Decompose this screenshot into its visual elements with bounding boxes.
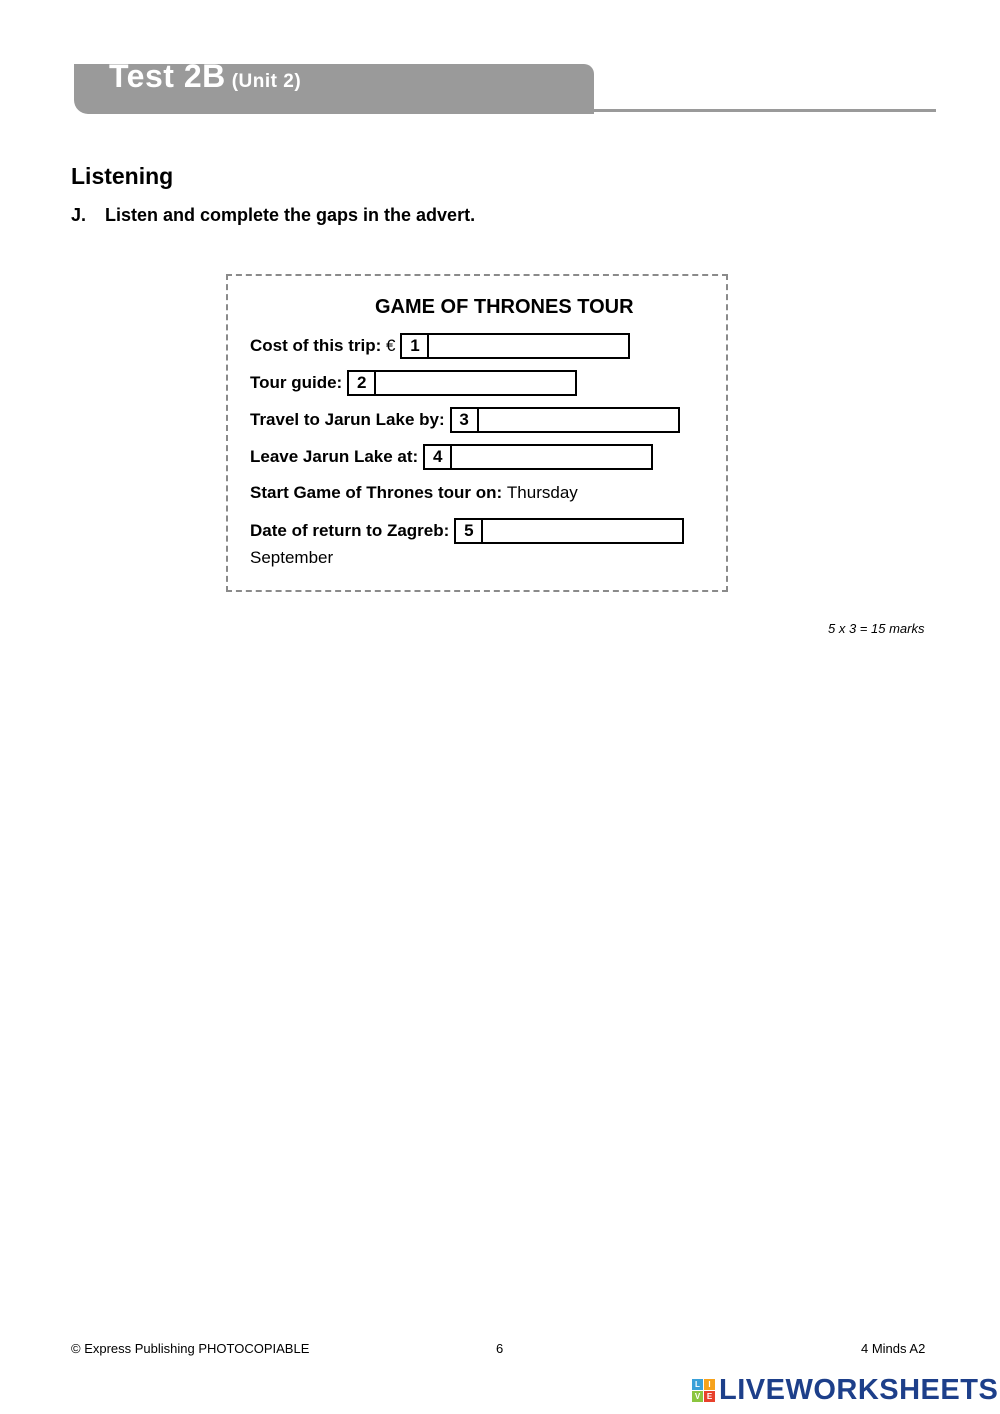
gap-input-3[interactable] — [450, 407, 680, 433]
logo-tile: L — [692, 1379, 703, 1390]
section-title: Listening — [71, 163, 174, 189]
advert-row-leave — [250, 444, 653, 470]
row-label: Leave Jarun Lake at: — [250, 447, 419, 466]
row-value: Thursday — [506, 483, 578, 502]
gap-number: 2 — [349, 372, 376, 394]
footer-page-number: 6 — [496, 1341, 504, 1356]
row-label: Date of return to Zagreb: — [250, 521, 450, 540]
gap-input-1[interactable] — [400, 333, 630, 359]
gap-number: 1 — [402, 335, 429, 357]
instruction-letter: J. — [71, 205, 87, 225]
row-label: Tour guide: — [250, 373, 343, 392]
advert-row-guide — [250, 370, 577, 396]
advert-row-cost — [250, 333, 630, 359]
logo-text: LIVEWORKSHEETS — [719, 1374, 999, 1406]
return-month: September — [250, 548, 334, 567]
gap-number: 4 — [425, 446, 452, 468]
instruction-text: Listen and complete the gaps in the advert. — [105, 205, 476, 225]
marks-note: 5 x 3 = 15 marks — [828, 621, 925, 636]
test-title-text: Test 2B — [109, 58, 226, 94]
footer-book-title: 4 Minds A2 — [861, 1341, 926, 1356]
gap-input-2[interactable] — [347, 370, 577, 396]
advert-box — [226, 274, 728, 592]
advert-row-travel — [250, 407, 680, 433]
advert-title: GAME OF THRONES TOUR — [375, 296, 634, 318]
gap-input-5[interactable] — [454, 518, 684, 544]
test-unit: (Unit 2) — [231, 71, 302, 92]
gap-input-4[interactable] — [423, 444, 653, 470]
advert-row-start — [250, 483, 578, 503]
test-title — [109, 58, 301, 95]
gap-number: 5 — [456, 520, 483, 542]
gap-number: 3 — [452, 409, 479, 431]
footer-copyright: © Express Publishing PHOTOCOPIABLE — [71, 1341, 310, 1356]
row-label: Start Game of Thrones tour on: — [250, 483, 503, 502]
liveworksheets-logo[interactable] — [692, 1374, 998, 1407]
row-label: Travel to Jarun Lake by: — [250, 410, 445, 429]
header-rule — [594, 109, 936, 112]
logo-tile: E — [704, 1391, 715, 1402]
row-label: Cost of this trip: — [250, 336, 382, 355]
logo-tiles-icon — [692, 1379, 715, 1402]
instruction — [71, 205, 475, 226]
logo-tile: V — [692, 1391, 703, 1402]
advert-row-return — [250, 518, 684, 544]
logo-tile: I — [704, 1379, 715, 1390]
currency-symbol: € — [386, 336, 396, 355]
